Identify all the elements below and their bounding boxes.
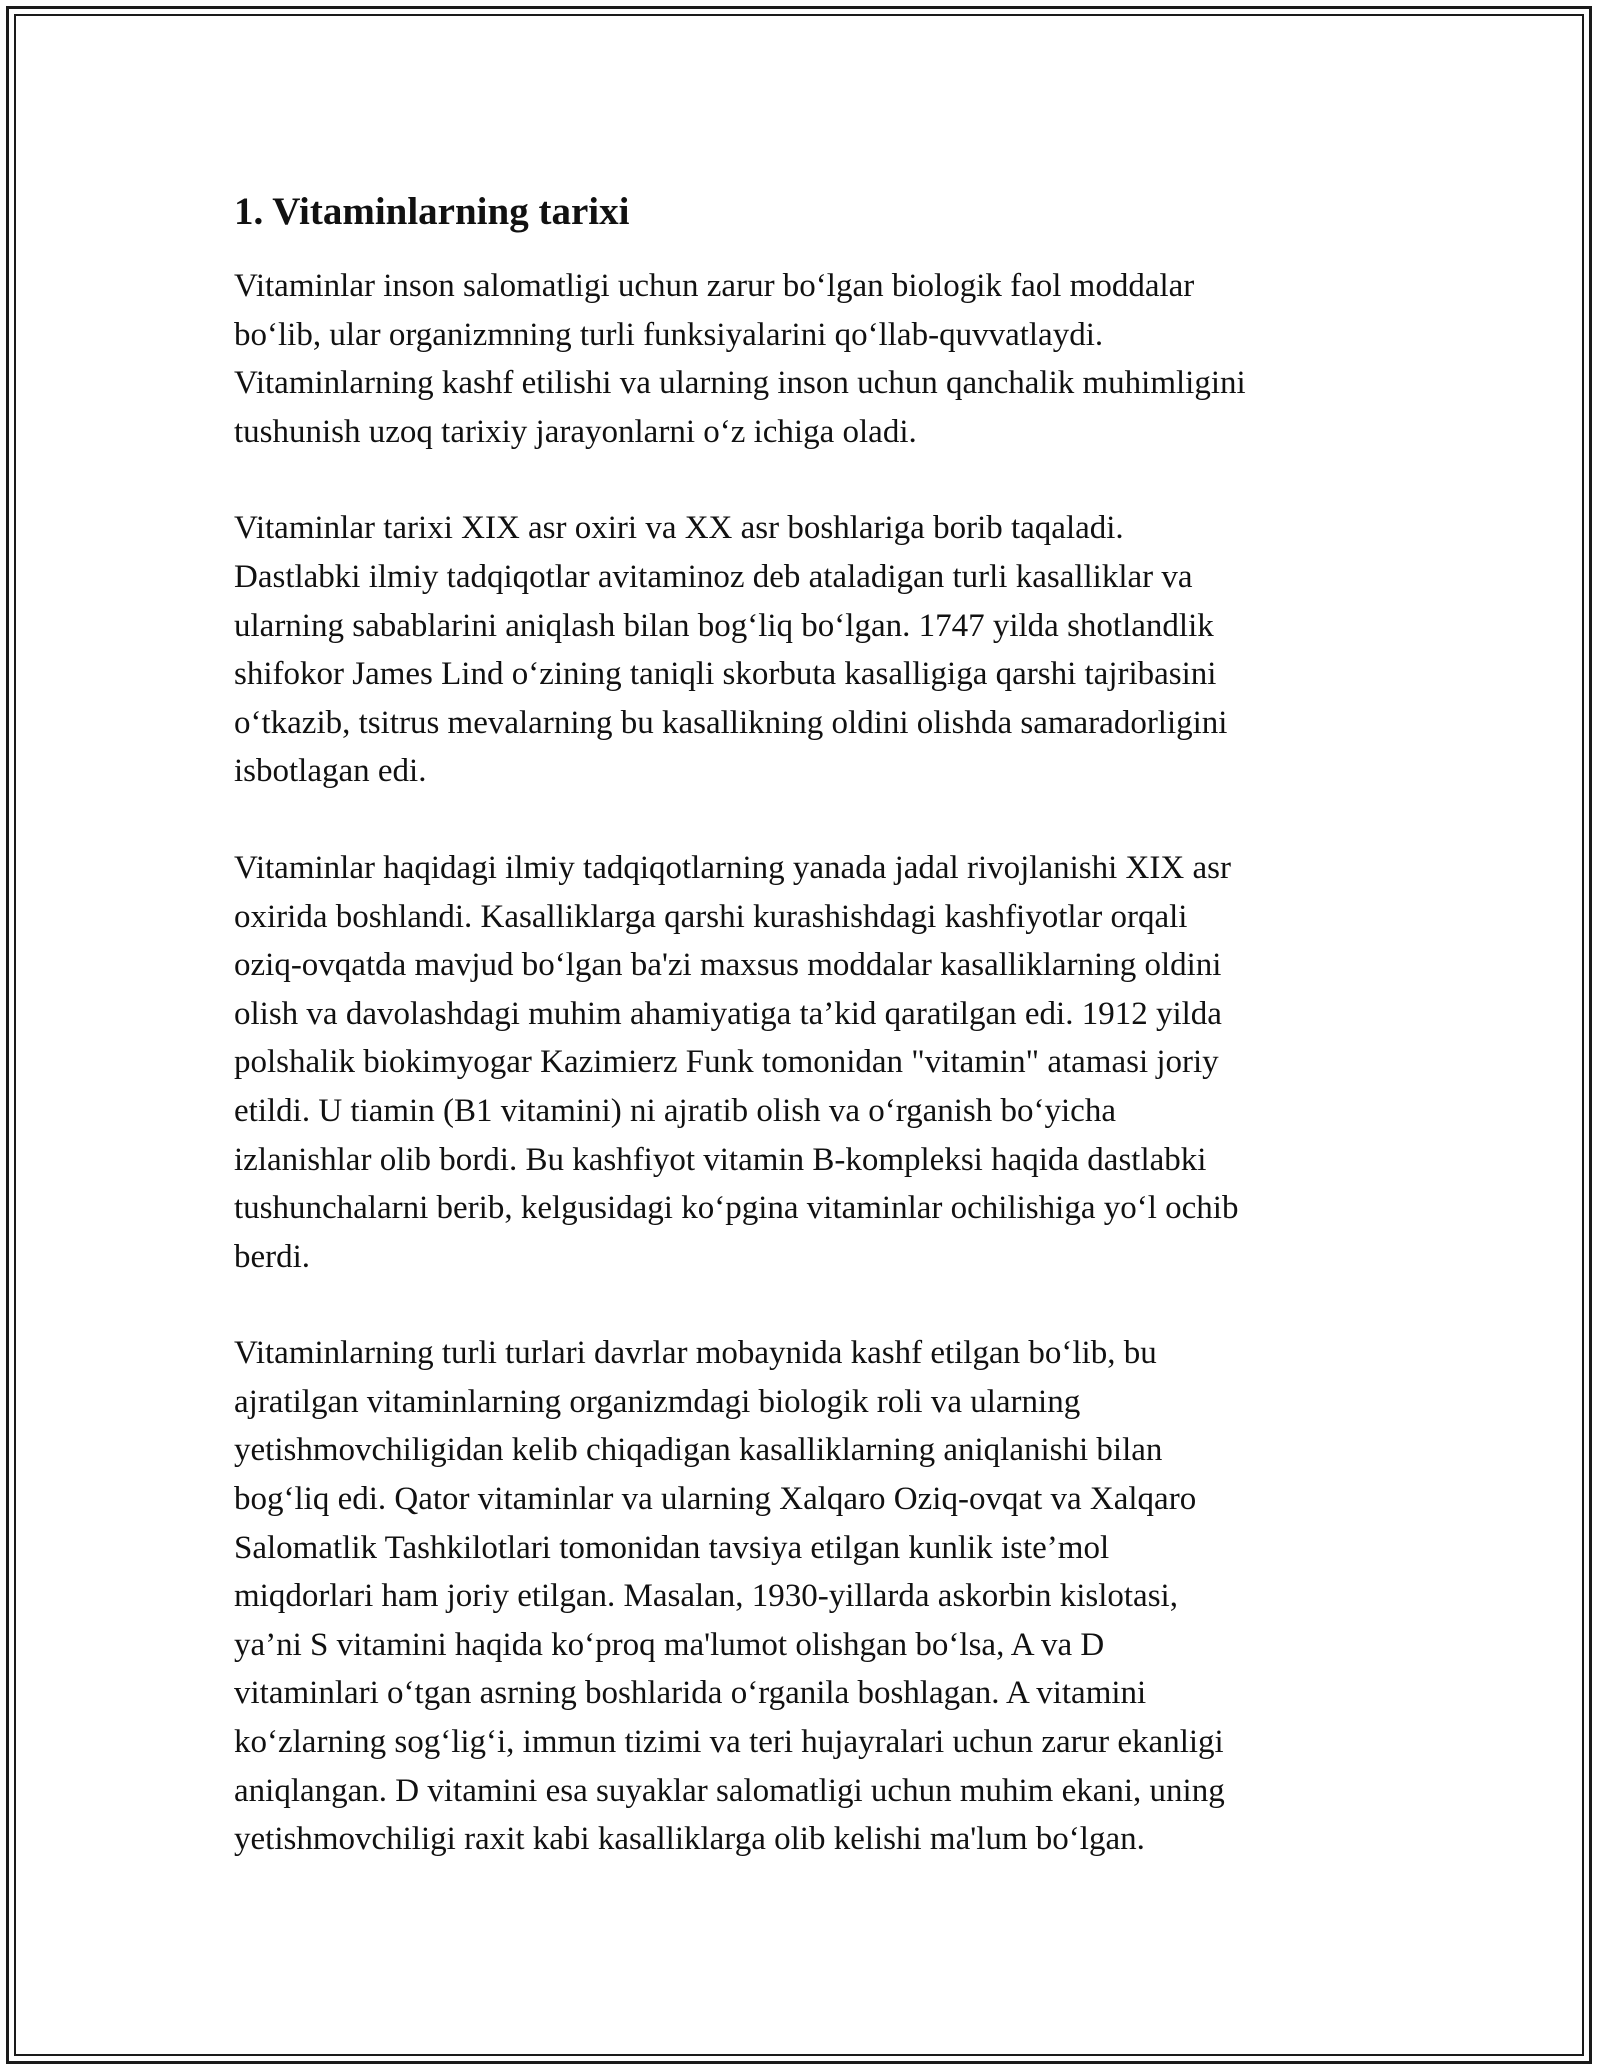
- text-line: shifokor James Lind o‘zining taniqli skorbuta kasalligiga qarshi tajribasini: [234, 656, 1217, 693]
- text-line: ko‘zlarning sog‘lig‘i, immun tizimi va teri hujayralari uchun zarur ekanligi: [234, 1724, 1224, 1761]
- text-line: tushunish uzoq tarixiy jarayonlarni o‘z ichiga oladi.: [234, 413, 917, 450]
- paragraph-1: [234, 262, 1374, 456]
- text-line: vitaminlari o‘tgan asrning boshlarida o‘rganila boshlagan. A vitamini: [234, 1675, 1147, 1712]
- text-line: olish va davolashdagi muhim ahamiyatiga ta’kid qaratilgan edi. 1912 yilda: [234, 995, 1222, 1032]
- text-line: Vitaminlar inson salomatligi uchun zarur bo‘lgan biologik faol moddalar: [234, 268, 1195, 304]
- text-line: aniqlangan. D vitamini esa suyaklar salomatligi uchun muhim ekani, uning: [234, 1772, 1225, 1809]
- text-line: Salomatlik Tashkilotlari tomonidan tavsiya etilgan kunlik iste’mol: [234, 1529, 1110, 1566]
- text-line: o‘tkazib, tsitrus mevalarning bu kasallikning oldini olishda samaradorligini: [234, 704, 1228, 741]
- text-line: miqdorlari ham joriy etilgan. Masalan, 1930-yillarda askorbin kislotasi,: [234, 1578, 1178, 1615]
- text-line: berdi.: [234, 1238, 311, 1275]
- text-line: izlanishlar olib bordi. Bu kashfiyot vitamin B-kompleksi haqida dastlabki: [234, 1141, 1207, 1178]
- text-line: Vitaminlarning turli turlari davrlar mobaynida kashf etilgan bo‘lib, bu: [234, 1335, 1157, 1372]
- text-line: bo‘lib, ular organizmning turli funksiyalarini qo‘llab-quvvatlaydi.: [234, 316, 1104, 353]
- text-line: ajratilgan vitaminlarning organizmdagi biologik roli va ularning: [234, 1383, 1081, 1420]
- text-line: ya’ni S vitamini haqida ko‘proq ma'lumot olishgan bo‘lsa, A va D: [234, 1626, 1105, 1663]
- document-body: [234, 186, 1374, 1912]
- paragraph-4: [234, 1329, 1374, 1864]
- text-line: oziq-ovqatda mavjud bo‘lgan ba'zi maxsus moddalar kasalliklarning oldini: [234, 947, 1222, 984]
- text-line: oxirida boshlandi. Kasalliklarga qarshi kurashishdagi kashfiyotlar orqali: [234, 898, 1188, 935]
- text-line: polshalik biokimyogar Kazimierz Funk tomonidan "vitamin" atamasi joriy: [234, 1044, 1219, 1081]
- text-line: isbotlagan edi.: [234, 753, 427, 790]
- text-line: bog‘liq edi. Qator vitaminlar va ularning Xalqaro Oziq-ovqat va Xalqaro: [234, 1481, 1197, 1518]
- text-line: Vitaminlar tarixi XIX asr oxiri va XX asr boshlariga borib taqaladi.: [234, 510, 1124, 547]
- paragraph-3: [234, 844, 1374, 1281]
- section-heading: 1. Vitaminlarning tarixi: [234, 190, 630, 233]
- text-line: tushunchalarni berib, kelgusidagi ko‘pgina vitaminlar ochilishiga yo‘l ochib: [234, 1190, 1239, 1227]
- paragraph-2: [234, 504, 1374, 796]
- text-line: Dastlabki ilmiy tadqiqotlar avitaminoz deb ataladigan turli kasalliklar va: [234, 558, 1193, 595]
- text-line: ularning sabablarini aniqlash bilan bog‘liq bo‘lgan. 1747 yilda shotlandlik: [234, 607, 1214, 644]
- text-line: yetishmovchiligidan kelib chiqadigan kasalliklarning aniqlanishi bilan: [234, 1432, 1163, 1469]
- text-line: Vitaminlarning kashf etilishi va ularning inson uchun qanchalik muhimligini: [234, 365, 1246, 402]
- text-line: Vitaminlar haqidagi ilmiy tadqiqotlarning yanada jadal rivojlanishi XIX asr: [234, 849, 1231, 886]
- text-line: yetishmovchiligi raxit kabi kasalliklarga olib kelishi ma'lum bo‘lgan.: [234, 1821, 1145, 1858]
- text-line: etildi. U tiamin (B1 vitamini) ni ajratib olish va o‘rganish bo‘yicha: [234, 1092, 1116, 1129]
